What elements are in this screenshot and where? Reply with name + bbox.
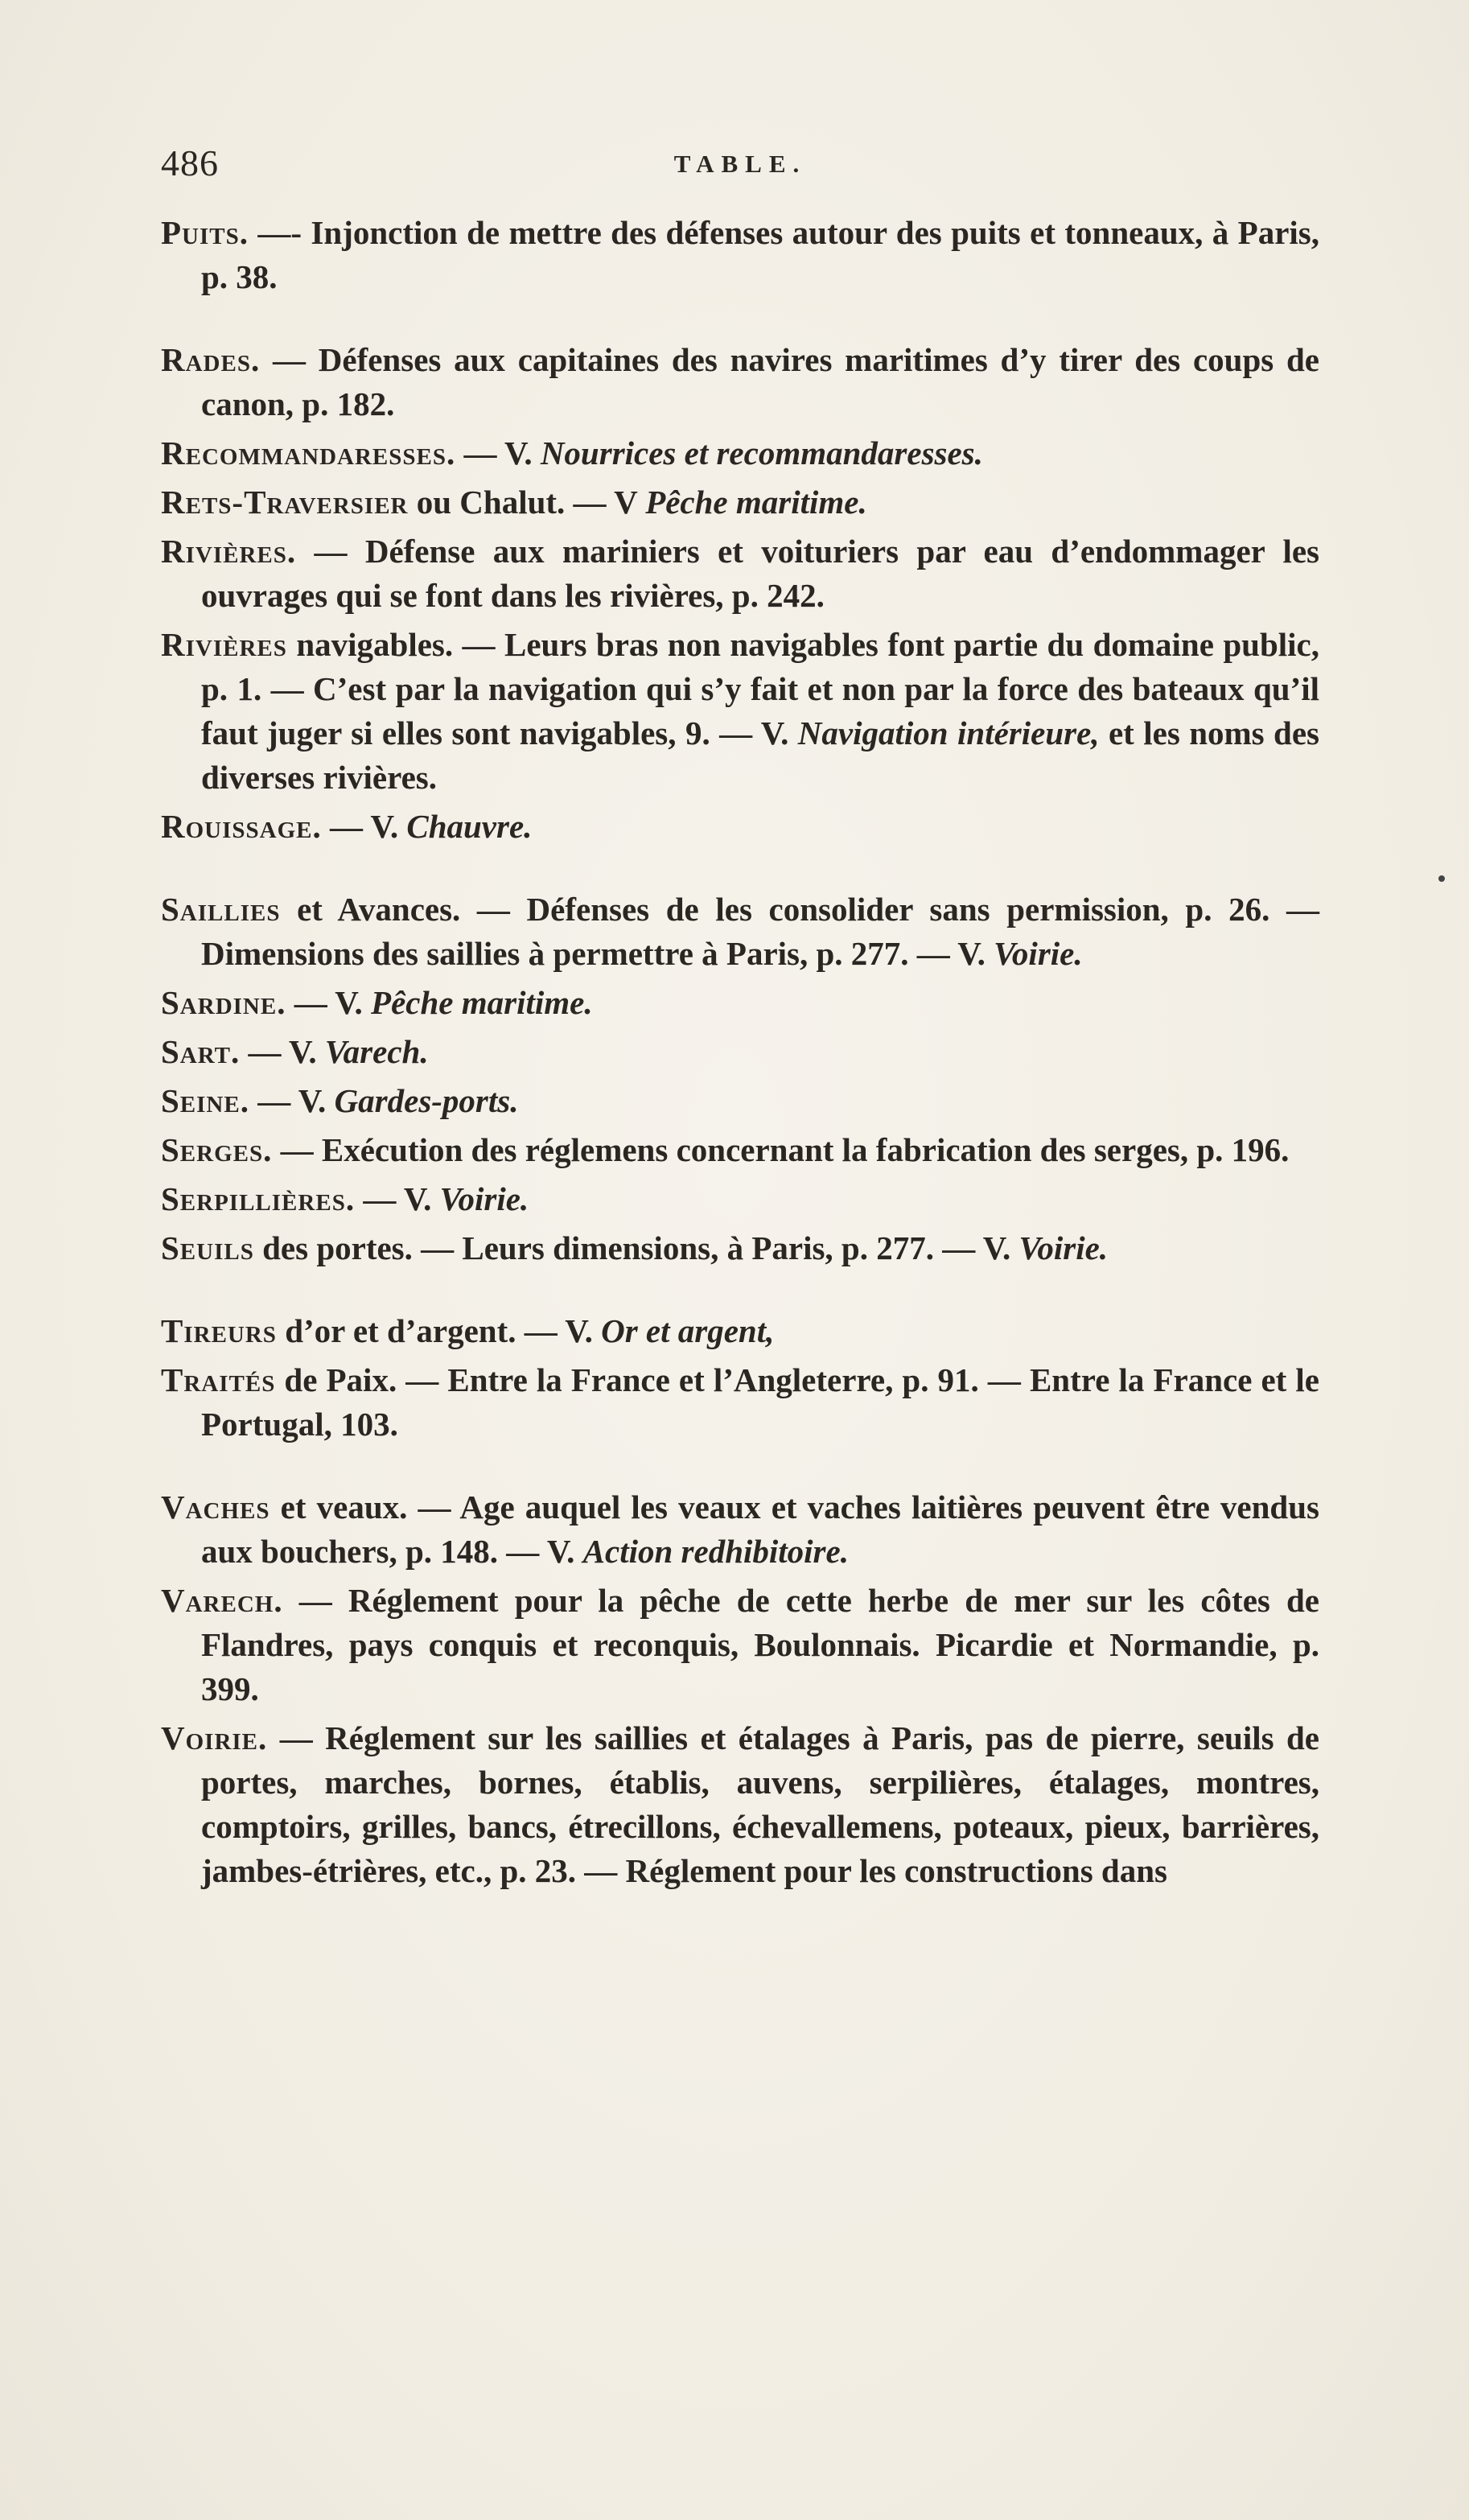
entry-cross-reference: Action redhibitoire. <box>582 1533 849 1570</box>
entry-heading: Seuils <box>161 1229 254 1266</box>
entry-text: d’or et d’argent. — V. <box>276 1312 602 1349</box>
index-entry <box>161 1358 1319 1447</box>
entry-text: et veaux. — Age auquel les veaux et vaches laitières peuvent être vendus aux bouchers, p. 148. — V. <box>201 1489 1319 1570</box>
page-number: 486 <box>161 142 219 183</box>
entry-heading: Serges. <box>161 1131 273 1168</box>
index-entry <box>161 1079 1319 1123</box>
entry-heading: Recommandaresses. <box>161 434 456 471</box>
entry-text: — V. <box>355 1180 440 1217</box>
entry-heading: Saillies <box>161 891 281 928</box>
entry-cross-reference: Voirie. <box>1018 1229 1109 1266</box>
entry-text: — V. <box>240 1033 325 1070</box>
entry-heading: Seine. <box>161 1082 249 1119</box>
index-entry <box>161 981 1319 1025</box>
index-entry <box>161 1309 1319 1353</box>
entry-heading: Tireurs <box>161 1312 277 1349</box>
index-entry <box>161 431 1319 476</box>
entry-heading: Rivières. <box>161 533 297 570</box>
entry-cross-reference: Chauvre. <box>406 808 533 845</box>
entry-text: navigables. — Leurs bras non navigables font partie du domaine public, p. 1. — C’est par la navigation qui s’y fait et non par la force des bateaux qu’il faut juger si elles sont navigables, 9. — V. <box>201 626 1319 751</box>
entry-text: de Paix. — Entre la France et l’Angleterre, p. 91. — Entre la France et le Portugal, 103. <box>201 1361 1319 1443</box>
running-title: TABLE. <box>673 150 807 178</box>
entry-text: — V. <box>321 808 407 845</box>
entry-cross-reference: Voirie. <box>994 935 1083 972</box>
entry-cross-reference: Gardes-ports. <box>334 1082 519 1119</box>
entry-heading: Serpillières. <box>161 1180 356 1217</box>
entry-text: — Défenses aux capitaines des navires maritimes d’y tirer des coups de canon, p. 182. <box>201 341 1319 422</box>
entry-text: des portes. — Leurs dimensions, à Paris, p. 277. — V. <box>253 1229 1019 1266</box>
index-entry <box>161 1485 1319 1574</box>
entry-heading: Voirie. <box>161 1719 268 1756</box>
index-entry <box>161 1716 1319 1893</box>
entry-cross-reference: Nourrices et recommandaresses. <box>540 434 983 471</box>
entry-text: — Réglement sur les saillies et étalages à Paris, pas de pierre, seuils de portes, marches, bornes, établis, auvens, serpilières, étalages, montres, comptoirs, grilles, bancs, étrecillons, échevallemens, poteaux, pieux, barrières, jambes-étrières, etc., p. 23. — Réglement pour les constructions dans <box>201 1719 1319 1889</box>
entry-cross-reference: Navigation intérieure, <box>797 714 1100 751</box>
entry-text-tail: et les noms des diverses rivières. <box>201 714 1320 796</box>
entry-text: — V. <box>455 434 541 471</box>
index-entry <box>161 887 1319 976</box>
index-entry <box>161 623 1319 800</box>
entry-cross-reference: Pêche maritime. <box>371 984 593 1021</box>
entry-text: — V. <box>286 984 372 1021</box>
entry-heading: Traités <box>161 1361 276 1398</box>
entry-heading: Rouissage. <box>161 808 322 845</box>
index-entry <box>161 1030 1319 1074</box>
index-entry <box>161 529 1319 618</box>
entry-text: — Réglement pour la pêche de cette herbe de mer sur les côtes de Flandres, pays conquis et reconquis, Boulonnais. Picardie et Normandie, p. 399. <box>201 1582 1319 1707</box>
entry-text: —- Injonction de mettre des défenses autour des puits et tonneaux, à Paris, p. 38. <box>201 214 1319 295</box>
entry-text: — Défense aux mariniers et voituriers par eau d’endommager les ouvrages qui se font dans les rivières, p. 242. <box>201 533 1319 614</box>
index-entry <box>161 338 1319 426</box>
entry-text: ou Chalut. — V <box>408 484 646 521</box>
entry-heading: Sardine. <box>161 984 286 1021</box>
index-entry <box>161 805 1319 849</box>
entry-heading: Sart. <box>161 1033 241 1070</box>
entry-heading: Rades. <box>161 341 261 378</box>
entry-cross-reference: Or et argent, <box>601 1312 775 1349</box>
entry-cross-reference: Varech. <box>324 1033 429 1070</box>
entry-text: — Exécution des réglemens concernant la fabrication des serges, p. 196. <box>272 1131 1290 1168</box>
index-entry <box>161 1226 1319 1270</box>
index-entry <box>161 1128 1319 1172</box>
index-entry <box>161 1177 1319 1221</box>
index-entry <box>161 1579 1319 1711</box>
ink-speck <box>1438 875 1445 882</box>
entry-text: et Avances. — Défenses de les consolider sans permission, p. 26. — Dimensions des saillies à permettre à Paris, p. 277. — V. <box>201 891 1319 972</box>
entry-cross-reference: Pêche maritime. <box>645 484 867 521</box>
entry-heading: Rivières <box>161 626 287 663</box>
entry-heading: Rets-Traversier <box>161 484 409 521</box>
entry-heading: Varech. <box>161 1582 283 1619</box>
index-entries <box>161 211 1319 1898</box>
entry-cross-reference: Voirie. <box>439 1180 529 1217</box>
entry-heading: Vaches <box>161 1489 270 1526</box>
entry-heading: Puits. <box>161 214 249 251</box>
index-entry <box>161 211 1319 299</box>
page-header <box>161 142 1319 198</box>
index-entry <box>161 480 1319 525</box>
entry-text: — V. <box>249 1082 335 1119</box>
